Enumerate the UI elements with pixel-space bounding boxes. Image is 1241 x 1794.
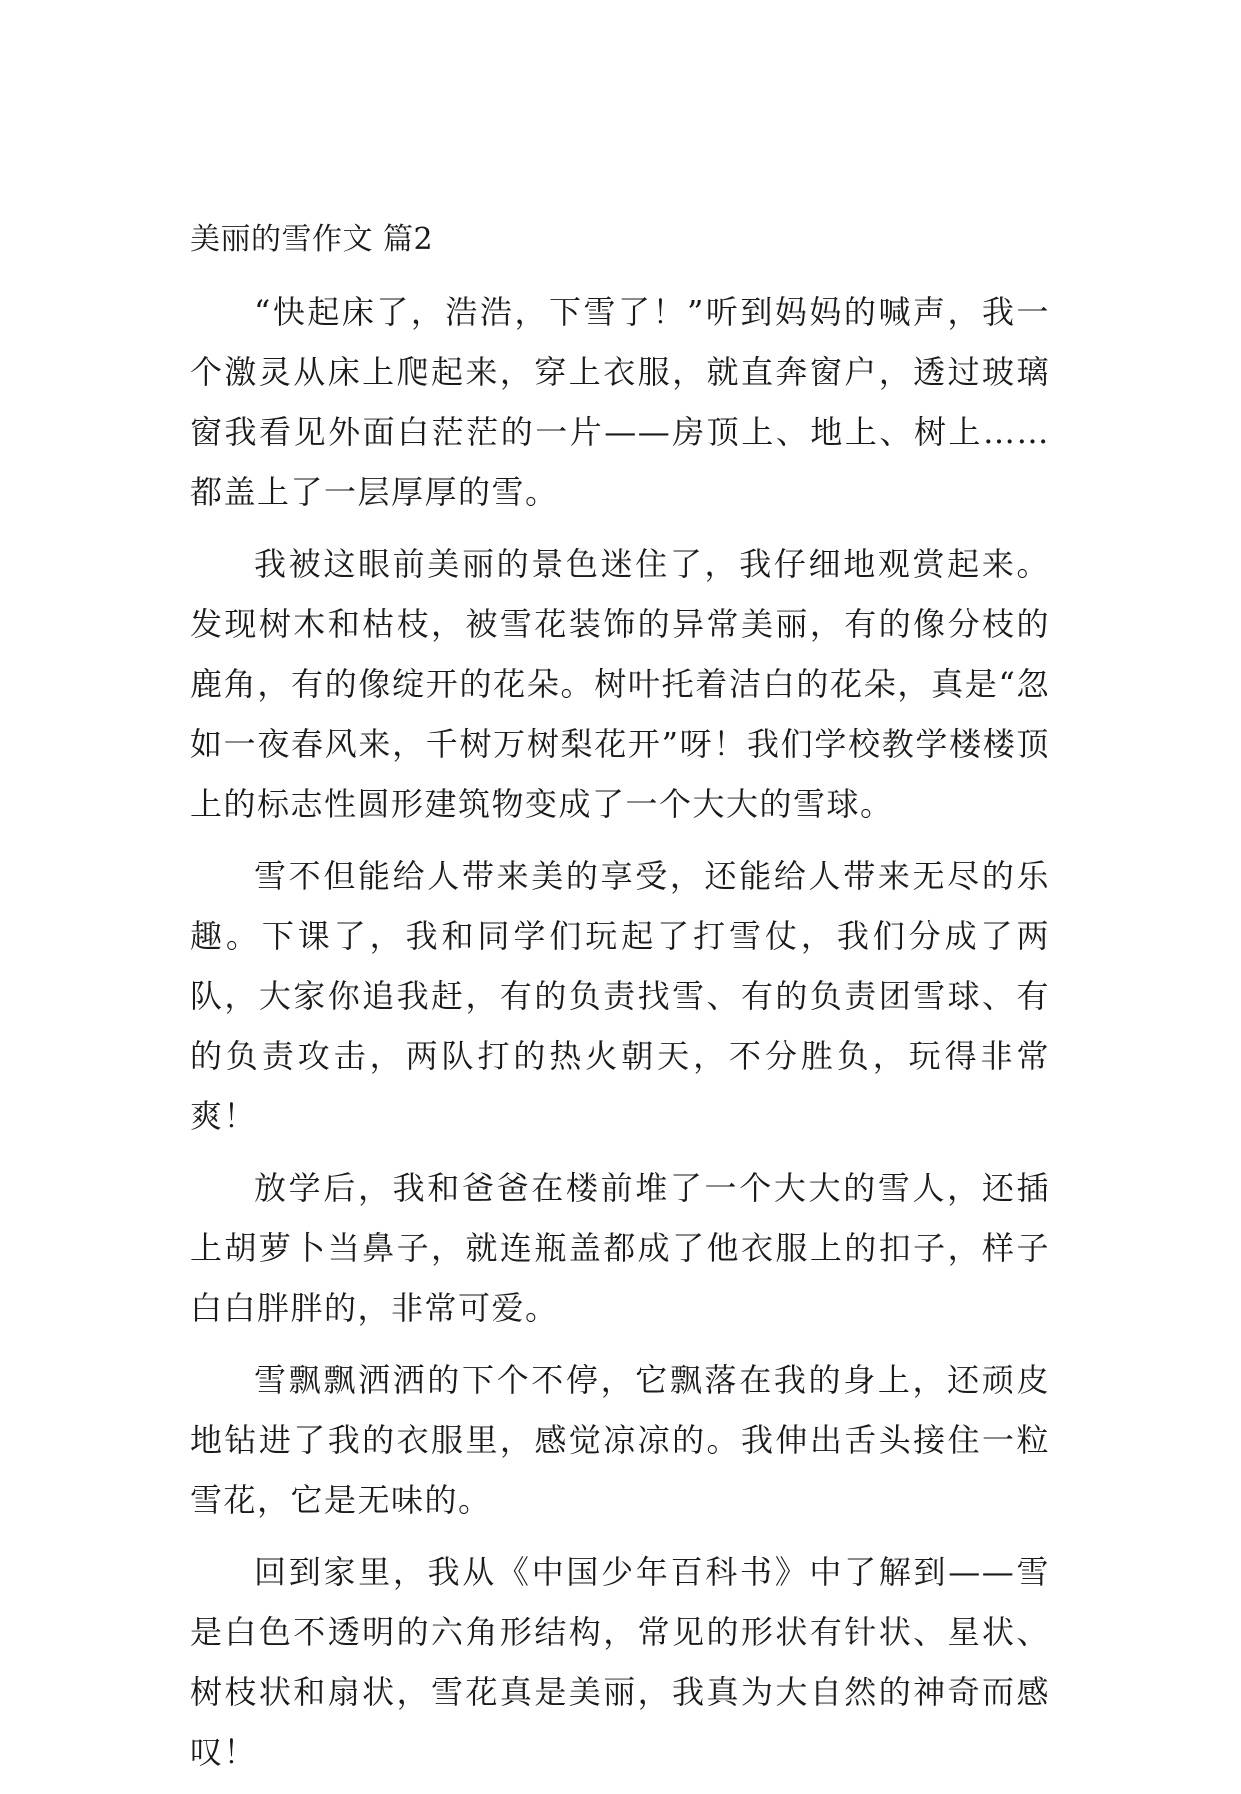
paragraph-3: 雪不但能给人带来美的享受，还能给人带来无尽的乐趣。下课了，我和同学们玩起了打雪仗，我们分成了两队，大家你追我赶，有的负责找雪、有的负责团雪球、有的负责攻击，两队打的热火朝天，不分胜负，玩得非常爽！ xyxy=(190,857,1050,1135)
paragraph-2: 我被这眼前美丽的景色迷住了，我仔细地观赏起来。发现树木和枯枝，被雪花装饰的异常美丽，有的像分枝的鹿角，有的像绽开的花朵。树叶托着洁白的花朵，真是“忽如一夜春风来，千树万树梨花开”呀！我们学校教学楼楼顶上的标志性圆形建筑物变成了一个大大的雪球。 xyxy=(190,545,1050,823)
document-title: 美丽的雪作文 篇2 xyxy=(190,222,434,257)
paragraph-1: “快起床了，浩浩，下雪了！”听到妈妈的喊声，我一个激灵从床上爬起来，穿上衣服，就直奔窗户，透过玻璃窗我看见外面白茫茫的一片——房顶上、地上、树上……都盖上了一层厚厚的雪。 xyxy=(190,293,1050,511)
paragraph-4: 放学后，我和爸爸在楼前堆了一个大大的雪人，还插上胡萝卜当鼻子，就连瓶盖都成了他衣服上的扣子，样子白白胖胖的，非常可爱。 xyxy=(190,1169,1050,1327)
document-page xyxy=(190,220,1050,1794)
paragraph-6: 回到家里，我从《中国少年百科书》中了解到——雪是白色不透明的六角形结构，常见的形状有针状、星状、树枝状和扇状，雪花真是美丽，我真为大自然的神奇而感叹！ xyxy=(190,1553,1050,1771)
paragraph-5: 雪飘飘洒洒的下个不停，它飘落在我的身上，还顽皮地钻进了我的衣服里，感觉凉凉的。我伸出舌头接住一粒雪花，它是无味的。 xyxy=(190,1361,1050,1519)
